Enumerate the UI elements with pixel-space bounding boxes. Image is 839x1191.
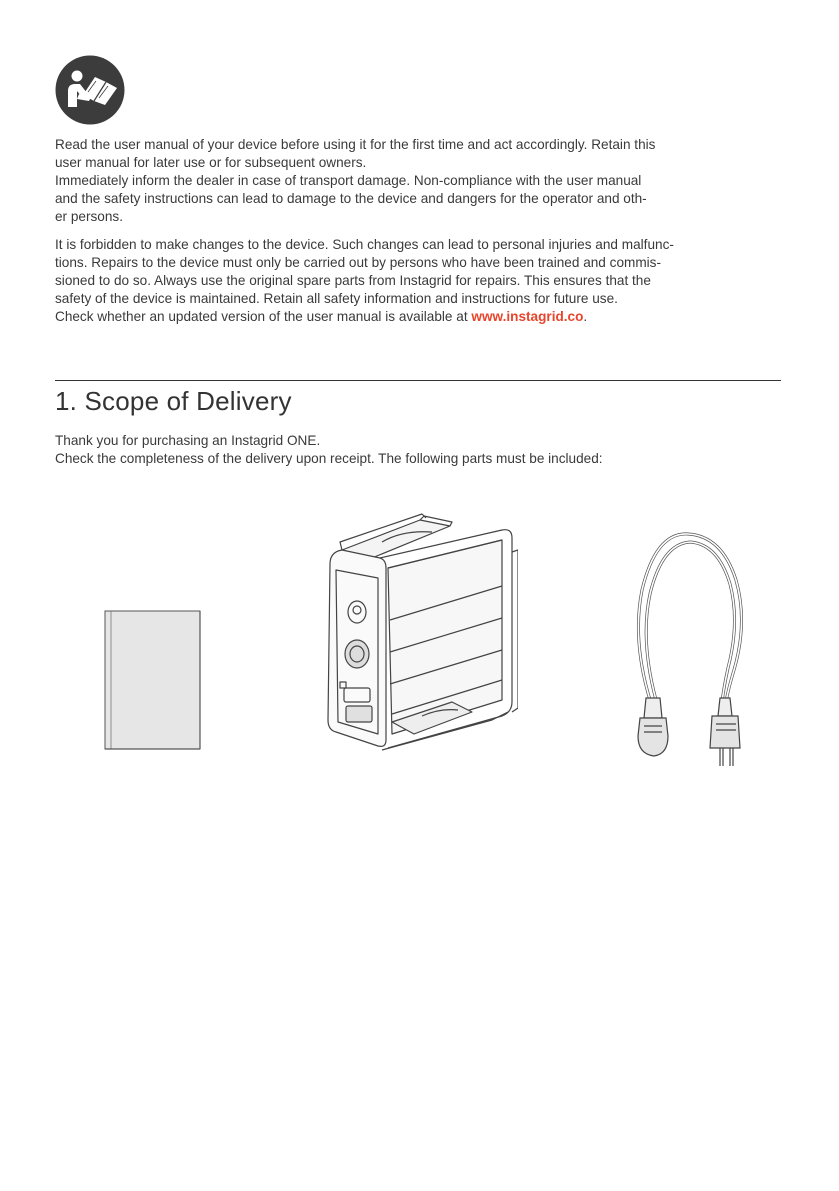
section-divider — [55, 380, 781, 381]
text-line: tions. Repairs to the device must only be carried out by persons who have been trained and commis- — [55, 255, 661, 270]
read-manual-icon — [55, 55, 125, 125]
update-line — [55, 308, 783, 326]
section-title: 1. Scope of Delivery — [55, 386, 292, 416]
text-line: Read the user manual of your device before using it for the first time and act accordingly. Retain this — [55, 137, 656, 152]
text-line: safety of the device is maintained. Retain all safety information and instructions for future use. — [55, 291, 618, 306]
text-line: Check the completeness of the delivery upon receipt. The following parts must be included: — [55, 451, 603, 466]
text-line: Thank you for purchasing an Instagrid ONE. — [55, 433, 321, 448]
section-intro — [55, 432, 783, 468]
instagrid-one-device-icon — [322, 512, 518, 767]
text-line: It is forbidden to make changes to the device. Such changes can lead to personal injuries and malfunc- — [55, 237, 674, 252]
text-line: er persons. — [55, 209, 124, 224]
text-line: Immediately inform the dealer in case of transport damage. Non-compliance with the user manual — [55, 173, 642, 188]
update-suffix: . — [583, 309, 588, 324]
user-manual-booklet-icon — [100, 608, 206, 759]
charging-cable-icon — [626, 530, 756, 775]
instagrid-link[interactable]: www.instagrid.co — [471, 309, 584, 324]
text-line: user manual for later use or for subsequent owners. — [55, 155, 367, 170]
safety-paragraph-1 — [55, 136, 783, 226]
text-line: sioned to do so. Always use the original spare parts from Instagrid for repairs. This ensures that the — [55, 273, 651, 288]
update-prefix: Check whether an updated version of the user manual is available at — [55, 309, 472, 324]
text-line: and the safety instructions can lead to damage to the device and dangers for the operator and oth- — [55, 191, 647, 206]
safety-paragraph-2 — [55, 236, 783, 326]
